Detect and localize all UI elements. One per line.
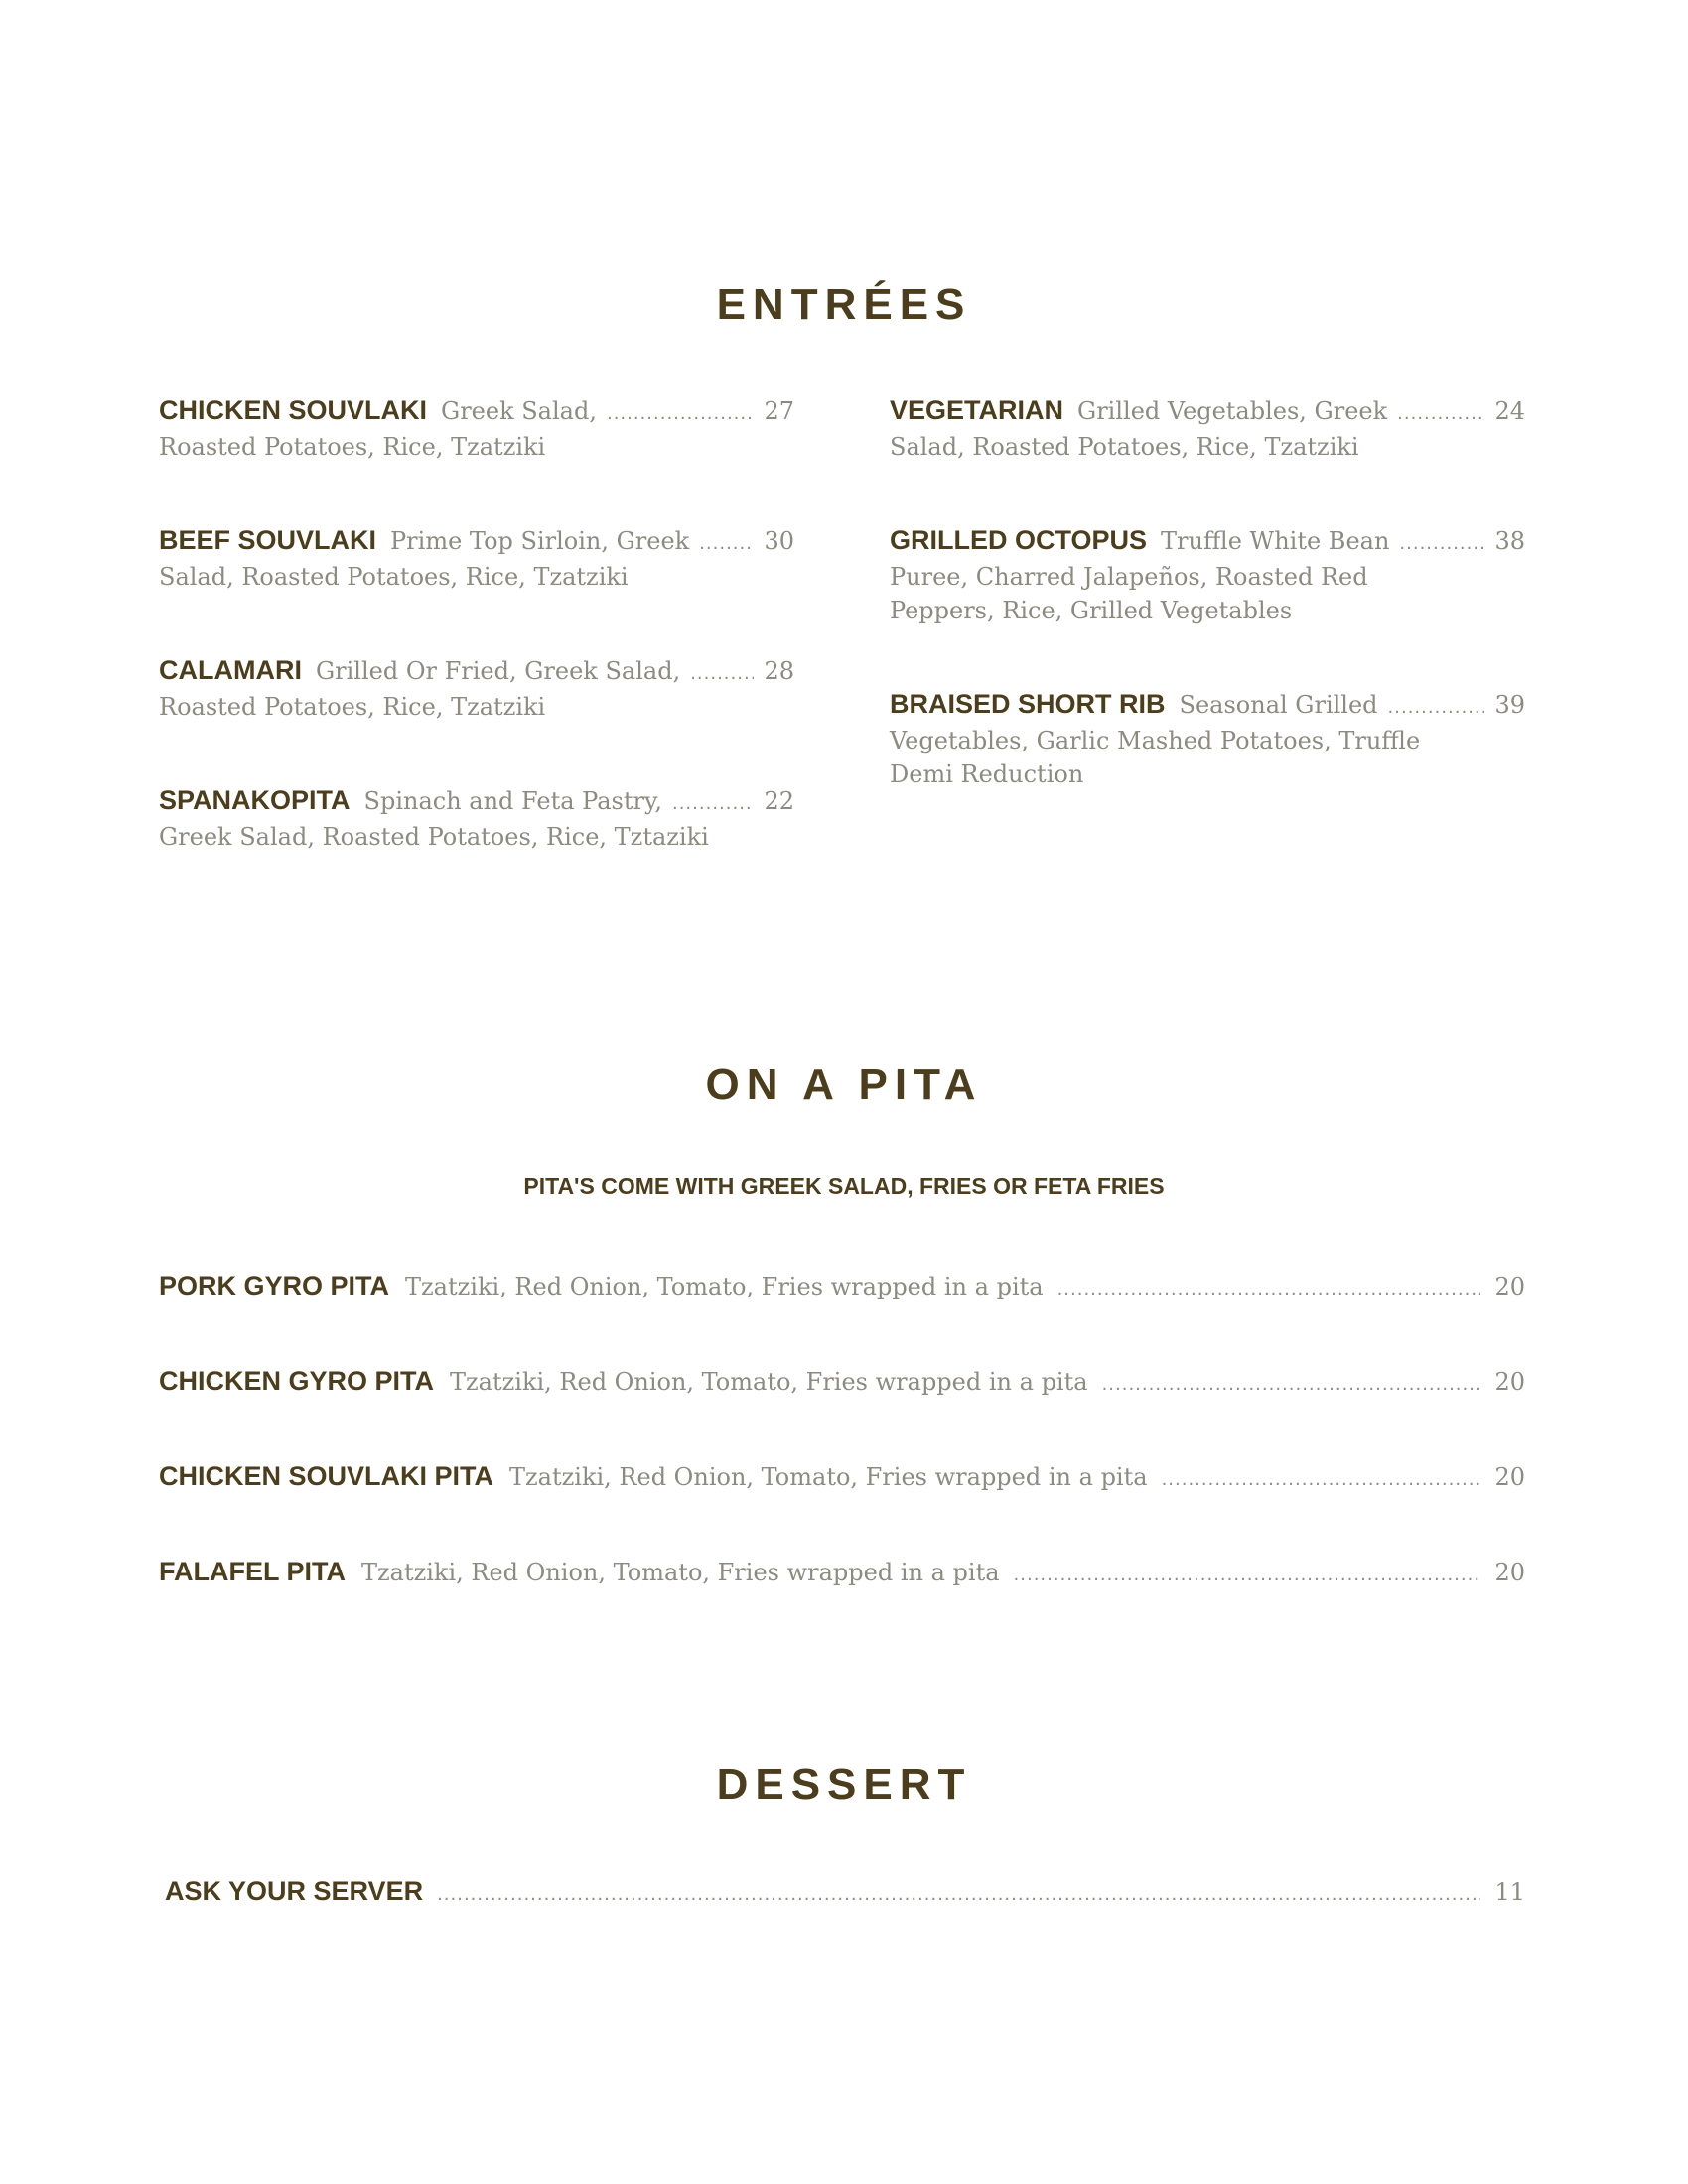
dot-leader [1057,1279,1481,1299]
item-price: 20 [1494,1368,1525,1396]
item-description: Tzatziki, Red Onion, Tomato, Fries wrapped in a pita [509,1463,1148,1491]
item-description-continued: Salad, Roasted Potatoes, Rice, Tzatziki [159,563,629,591]
menu-item [159,395,794,464]
dot-leader [1397,403,1484,424]
item-price: 20 [1494,1273,1525,1300]
pita-subtitle: PITA'S COME WITH GREEK SALAD, FRIES OR FETA FRIES [523,1173,1165,1199]
item-name: CHICKEN SOUVLAKI [159,395,428,425]
menu-item [159,525,794,594]
item-name: PORK GYRO PITA [159,1271,390,1300]
item-price: 28 [764,657,794,685]
item-name: CALAMARI [159,655,302,685]
menu-item [159,655,794,724]
item-name: SPANAKOPITA [159,785,351,815]
item-description: Tzatziki, Red Onion, Tomato, Fries wrapped in a pita [361,1559,1000,1586]
dot-leader [607,403,754,424]
item-price: 38 [1494,527,1525,555]
item-description: Grilled Or Fried, Greek Salad, [315,657,681,685]
item-price: 11 [1494,1878,1525,1906]
menu-item [890,689,1525,791]
item-price: 22 [764,787,794,815]
item-name: VEGETARIAN [890,395,1064,425]
item-description: Seasonal Grilled [1179,691,1378,719]
section-title-entrees: ENTRÉES [716,280,972,329]
item-description: Tzatziki, Red Onion, Tomato, Fries wrapped in a pita [450,1368,1088,1396]
item-price: 20 [1494,1559,1525,1586]
item-price: 27 [764,397,794,425]
item-description-continued: Salad, Roasted Potatoes, Rice, Tzatziki [890,433,1359,461]
item-description-continued: Roasted Potatoes, Rice, Tzatziki [159,693,546,721]
section-title-dessert: DESSERT [716,1760,972,1809]
item-description-continued: Vegetables, Garlic Mashed Potatoes, Truffle Demi Reduction [890,727,1421,788]
dot-leader [1014,1565,1481,1585]
item-description: Spinach and Feta Pastry, [363,787,662,815]
menu-item [165,1876,1525,1907]
dot-leader [1102,1374,1481,1395]
item-description-continued: Greek Salad, Roasted Potatoes, Rice, Tztaziki [159,823,709,851]
menu-item [159,1461,1525,1492]
menu-item [890,395,1525,464]
item-price: 24 [1494,397,1525,425]
dot-leader [672,793,754,814]
item-name: ASK YOUR SERVER [165,1876,424,1906]
menu-item [890,525,1525,627]
dot-leader [1162,1469,1481,1490]
item-description: Prime Top Sirloin, Greek [390,527,690,555]
menu-item [159,1557,1525,1587]
item-name: BRAISED SHORT RIB [890,689,1166,719]
menu-item [159,785,794,854]
item-description: Truffle White Bean [1161,527,1390,555]
item-name: GRILLED OCTOPUS [890,525,1148,555]
item-description: Grilled Vegetables, Greek [1077,397,1388,425]
item-price: 39 [1494,691,1525,719]
item-description: Greek Salad, [441,397,597,425]
menu-item [159,1271,1525,1301]
item-name: BEEF SOUVLAKI [159,525,377,555]
item-description: Tzatziki, Red Onion, Tomato, Fries wrapped in a pita [405,1273,1044,1300]
dot-leader [690,663,754,684]
dot-leader [437,1884,1480,1905]
item-price: 30 [764,527,794,555]
item-name: CHICKEN SOUVLAKI PITA [159,1461,494,1491]
dot-leader [1388,697,1485,718]
dot-leader [1399,533,1484,554]
item-name: FALAFEL PITA [159,1557,346,1586]
dot-leader [699,533,754,554]
item-price: 20 [1494,1463,1525,1491]
menu-item [159,1366,1525,1397]
item-description-continued: Puree, Charred Jalapeños, Roasted Red Peppers, Rice, Grilled Vegetables [890,563,1368,624]
item-description-continued: Roasted Potatoes, Rice, Tzatziki [159,433,546,461]
section-title-pita: ON A PITA [705,1060,983,1109]
item-name: CHICKEN GYRO PITA [159,1366,435,1396]
